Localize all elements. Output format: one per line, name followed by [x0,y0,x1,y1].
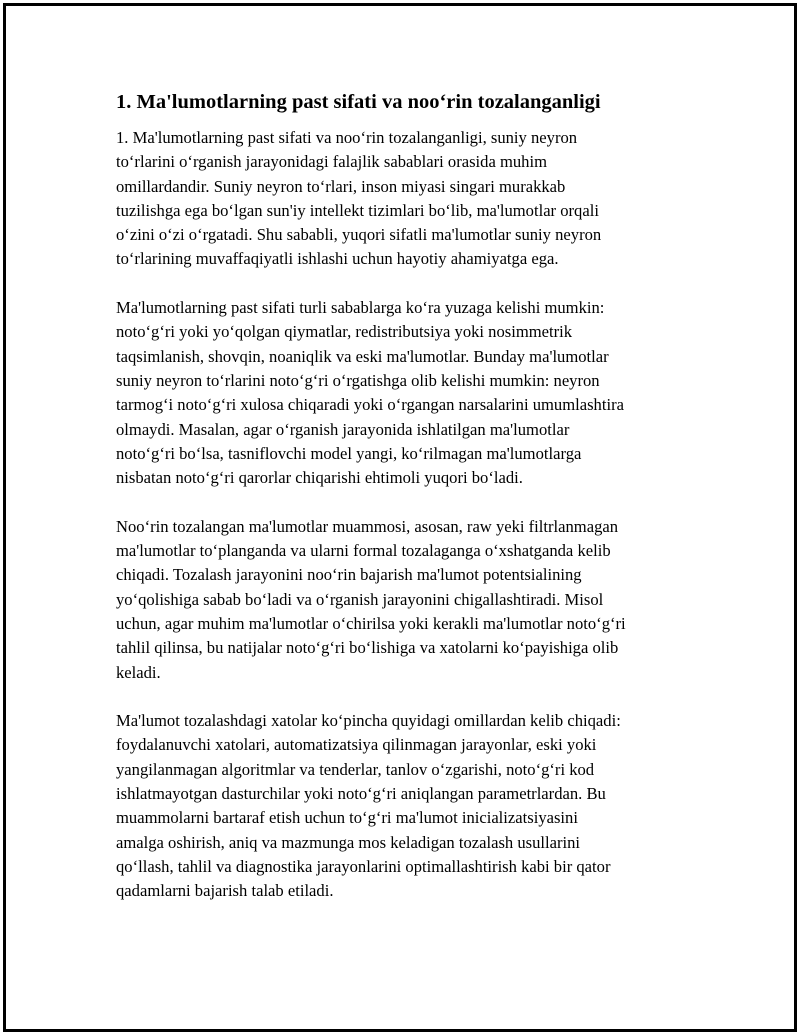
text-line: olmaydi. Masalan, agar o‘rganish jarayonida ishlatilgan ma'lumotlar [116,419,570,439]
paragraph-2 [116,296,696,490]
text-line: yo‘qolishiga sabab bo‘ladi va o‘rganish jarayonini chigallashtiradi. Misol [116,589,604,609]
text-line: Ma'lumotlarning past sifati turli sabablarga ko‘ra yuzaga kelishi mumkin: [116,298,605,318]
text-line: tahlil qilinsa, bu natijalar noto‘g‘ri bo‘lishiga va xatolarni ko‘payishiga olib [116,638,619,658]
paragraph-1 [116,126,696,272]
text-line: ma'lumotlar to‘planganda va ularni formal tozalaganga o‘xshatganda kelib [116,541,611,561]
text-line: 1. Ma'lumotlarning past sifati va noo‘rin tozalanganligi, suniy neyron [116,128,578,147]
text-line: to‘rlarini o‘rganish jarayonidagi falajlik sabablari orasida muhim [116,152,547,172]
text-line: amalga oshirish, aniq va mazmunga mos keladigan tozalash usullarini [116,832,581,852]
text-line: keladi. [116,662,161,682]
text-line: tarmog‘i noto‘g‘ri xulosa chiqaradi yoki o‘rgangan narsalarini umumlashtira [116,395,624,415]
text-line: tuzilishga ega bo‘lgan sun'iy intellekt tizimlari bo‘lib, ma'lumotlar orqali [116,200,599,220]
text-line: uchun, agar muhim ma'lumotlar o‘chirilsa yoki kerakli ma'lumotlar noto‘g‘ri [116,613,626,633]
text-line: omillardandir. Suniy neyron to‘rlari, inson miyasi singari murakkab [116,176,566,196]
text-line: o‘zini o‘zi o‘rgatadi. Shu sababli, yuqori sifatli ma'lumotlar suniy neyron [116,225,602,245]
text-line: taqsimlanish, shovqin, noaniqlik va eski ma'lumotlar. Bunday ma'lumotlar [116,346,609,366]
text-line: foydalanuvchi xatolari, automatizatsiya qilinmagan jarayonlar, eski yoki [116,735,597,755]
text-line: nisbatan noto‘g‘ri qarorlar chiqarishi ehtimoli yuqori bo‘ladi. [116,468,523,488]
text-line: ishlatmayotgan dasturchilar yoki noto‘g‘ri aniqlangan parametrlardan. Bu [116,784,606,804]
document-body [116,88,696,904]
section-heading: 1. Ma'lumotlarning past sifati va noo‘rin tozalanganligi [116,91,601,113]
text-line: Noo‘rin tozalangan ma'lumotlar muammosi, asosan, raw yeki filtrlanmagan [116,516,619,536]
text-line: muammolarni bartaraf etish uchun to‘g‘ri ma'lumot inicializatsiyasini [116,808,578,828]
text-line: to‘rlarining muvaffaqiyatli ishlashi uchun hayotiy ahamiyatga ega. [116,249,559,269]
text-line: noto‘g‘ri yoki yo‘qolgan qiymatlar, redistributsiya yoki nosimmetrik [116,322,573,342]
text-line: qo‘llash, tahlil va diagnostika jarayonlarini optimallashtirish kabi bir qator [116,856,611,876]
text-line: chiqadi. Tozalash jarayonini noo‘rin bajarish ma'lumot potentsialining [116,565,582,585]
text-line: suniy neyron to‘rlarini noto‘g‘ri o‘rgatishga olib kelishi mumkin: neyron [116,370,600,390]
text-line: qadamlarni bajarish talab etiladi. [116,881,334,901]
text-line: Ma'lumot tozalashdagi xatolar ko‘pincha quyidagi omillardan kelib chiqadi: [116,711,621,731]
paragraph-3 [116,515,696,685]
paragraph-4 [116,709,696,903]
text-line: yangilanmagan algoritmlar va tenderlar, tanlov o‘zgarishi, noto‘g‘ri kod [116,759,595,779]
text-line: noto‘g‘ri bo‘lsa, tasniflovchi model yangi, ko‘rilmagan ma'lumotlarga [116,443,582,463]
